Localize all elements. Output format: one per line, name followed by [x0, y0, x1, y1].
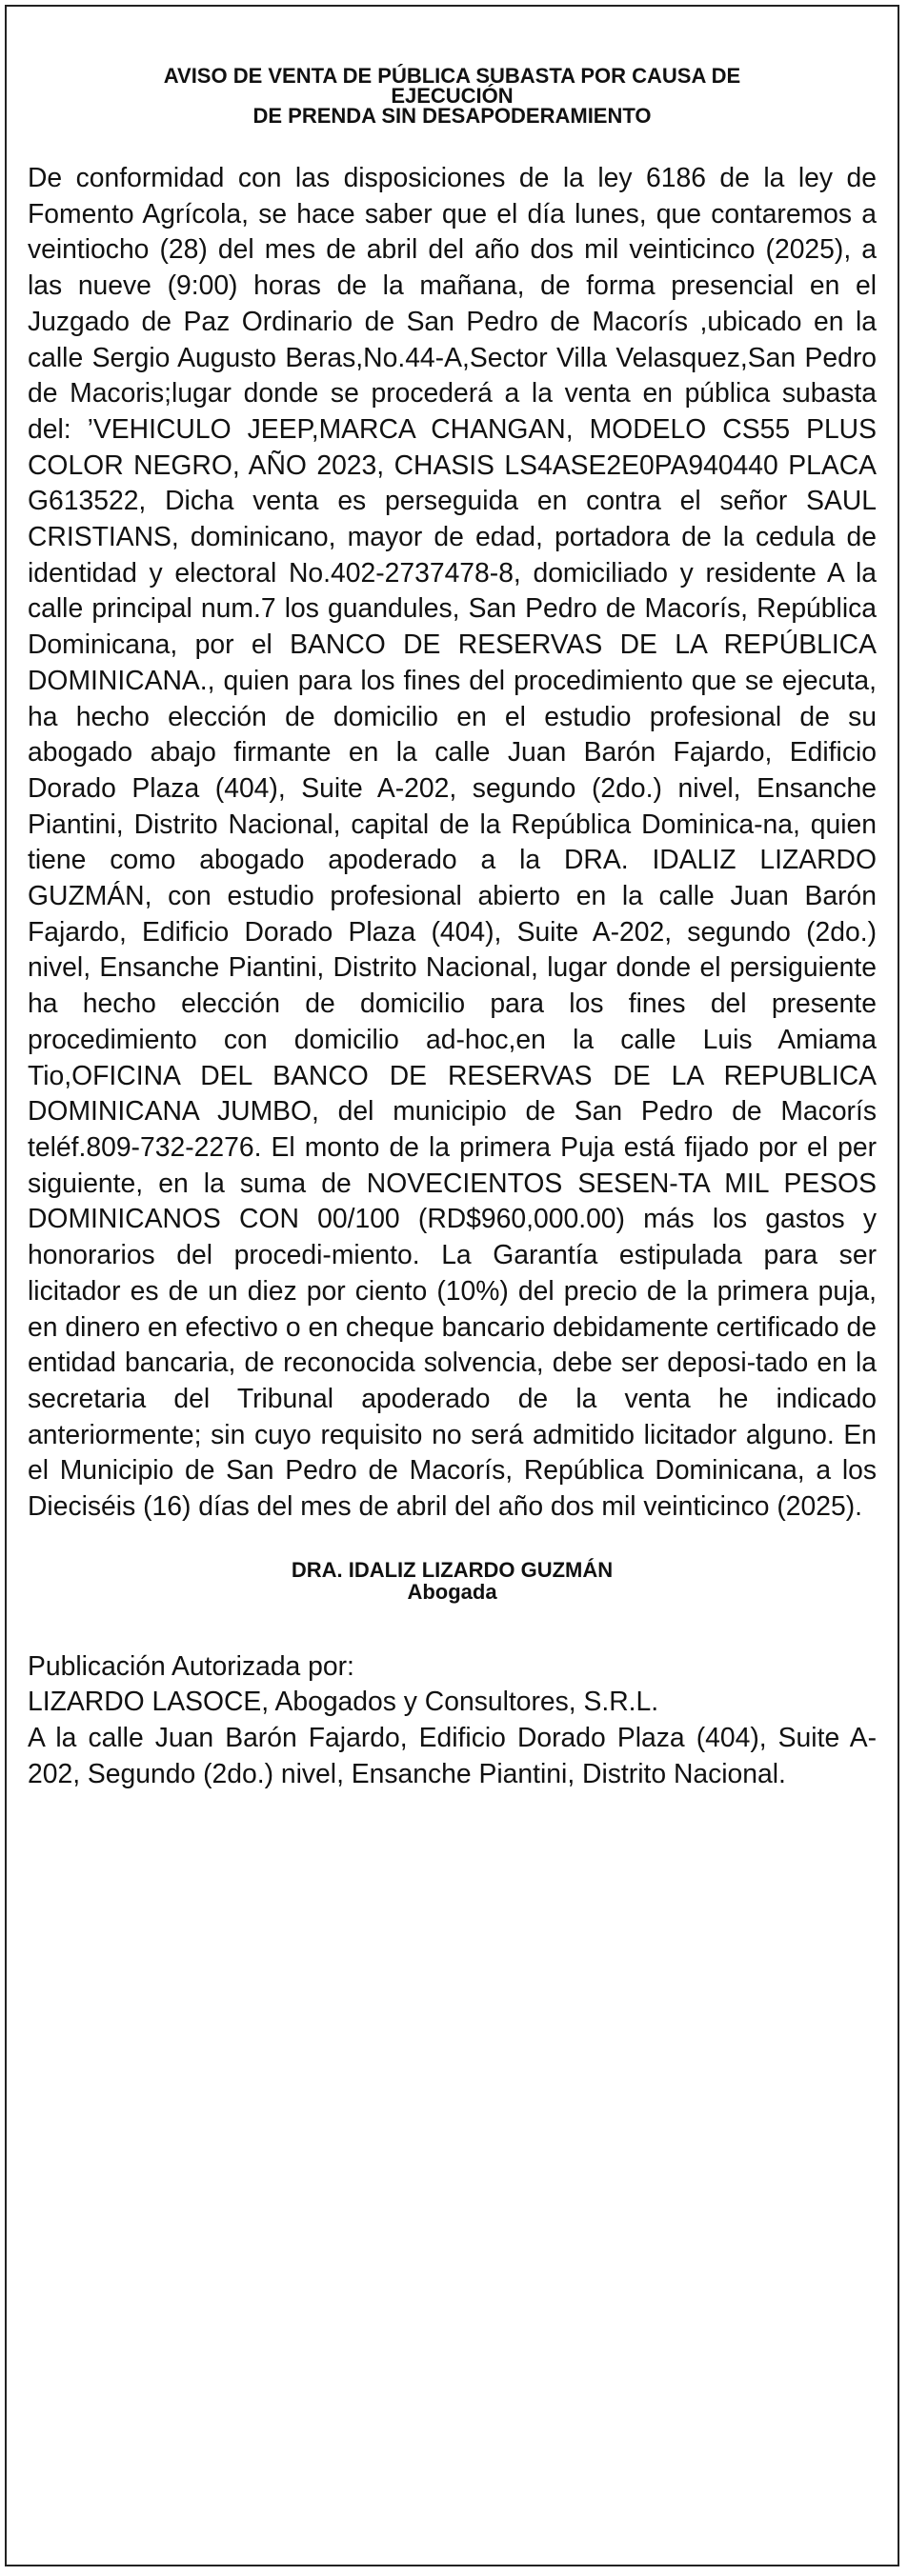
notice-title — [28, 66, 877, 126]
publication-address: A la calle Juan Barón Fajardo, Edificio Dorado Plaza (404), Suite A-202, Segundo (2do.) nivel, Ensanche Piantini, Distrito Nacional. — [28, 1722, 877, 1788]
title-line-1: AVISO DE VENTA DE PÚBLICA SUBASTA POR CAUSA DE — [163, 64, 741, 88]
publication-label: Publicación Autorizada por: — [28, 1649, 354, 1681]
notice-frame — [5, 5, 899, 2566]
signature-role: Abogada — [407, 1579, 497, 1604]
notice-body: De conformidad con las disposiciones de la ley 6186 de la ley de Fomento Agrícola, se hace saber que el día lunes, que contaremos a veintiocho (28) del mes de abril del año dos mil veinticinco (2025), a las nueve (9:00) horas de la mañana, de forma presencial en el Juzgado de Paz Ordinario de San Pedro de Macorís ,ubicado en la calle Sergio Augusto Beras,No.44-A,Sector Villa Velasquez,San Pedro de Macoris;lugar donde se procederá a la venta en pública subasta del: ’VEHICULO JEEP,MARCA CHANGAN, MODELO CS55 PLUS COLOR NEGRO, AÑO 2023, CHASIS LS4ASE2E0PA940440 PLACA G613522, Dicha venta es perseguida en contra el señor SAUL CRISTIANS, dominicano, mayor de edad, portadora de la cedula de identidad y electoral No.402-2737478-8, domiciliado y residente A la calle principal num.7 los guandules, San Pedro de Macorís, República Dominicana, por el BANCO DE RESERVAS DE LA REPÚBLICA DOMINICANA., quien para los fines del procedimiento que se ejecuta, ha hecho elección de domicilio en el estudio profesional de su abogado abajo firmante en la calle Juan Barón Fajardo, Edificio Dorado Plaza (404), Suite A-202, segundo (2do.) nivel, Ensanche Piantini, Distrito Nacional, capital de la República Dominica-na, quien tiene como abogado apoderado a la DRA. IDALIZ LIZARDO GUZMÁN, con estudio profesional abierto en la calle Juan Barón Fajardo, Edificio Dorado Plaza (404), Suite A-202, segundo (2do.) nivel, Ensanche Piantini, Distrito Nacional, lugar donde el persiguiente ha hecho elección de domicilio para los fines del presente procedimiento con domicilio ad-hoc,en la calle Luis Amiama Tio,OFICINA DEL BANCO DE RESERVAS DE LA REPUBLICA DOMINICANA JUMBO, del municipio de San Pedro de Macorís teléf.809-732-2276. El monto de la primera Puja está fijado por el per siguiente, en la suma de NOVECIENTOS SESEN-TA MIL PESOS DOMINICANOS CON 00/100 (RD$960,000.00) más los gastos y honorarios del procedi-miento. La Garantía estipulada para ser licitador es de un diez por ciento (10%) del precio de la primera puja, en dinero en efectivo o en cheque bancario debidamente certificado de entidad bancaria, de reconocida solvencia, debe ser deposi-tado en la secretaria del Tribunal apoderado de la venta he indicado anteriormente; sin cuyo requisito no será admitido licitador alguno. En el Municipio de San Pedro de Macorís, República Dominicana, a los Dieciséis (16) días del mes de abril del año dos mil veinticinco (2025). — [28, 162, 877, 1522]
signature-block — [28, 1559, 877, 1603]
title-line-3: DE PRENDA SIN DESAPODERAMIENTO — [252, 104, 652, 128]
signature-name: DRA. IDALIZ LIZARDO GUZMÁN — [291, 1557, 614, 1582]
notice-content — [28, 66, 877, 1792]
publication-block — [28, 1648, 877, 1792]
publication-firm: LIZARDO LASOCE, Abogados y Consultores, S.R.L. — [28, 1686, 659, 1717]
title-line-2: EJECUCIÓN — [391, 84, 514, 108]
